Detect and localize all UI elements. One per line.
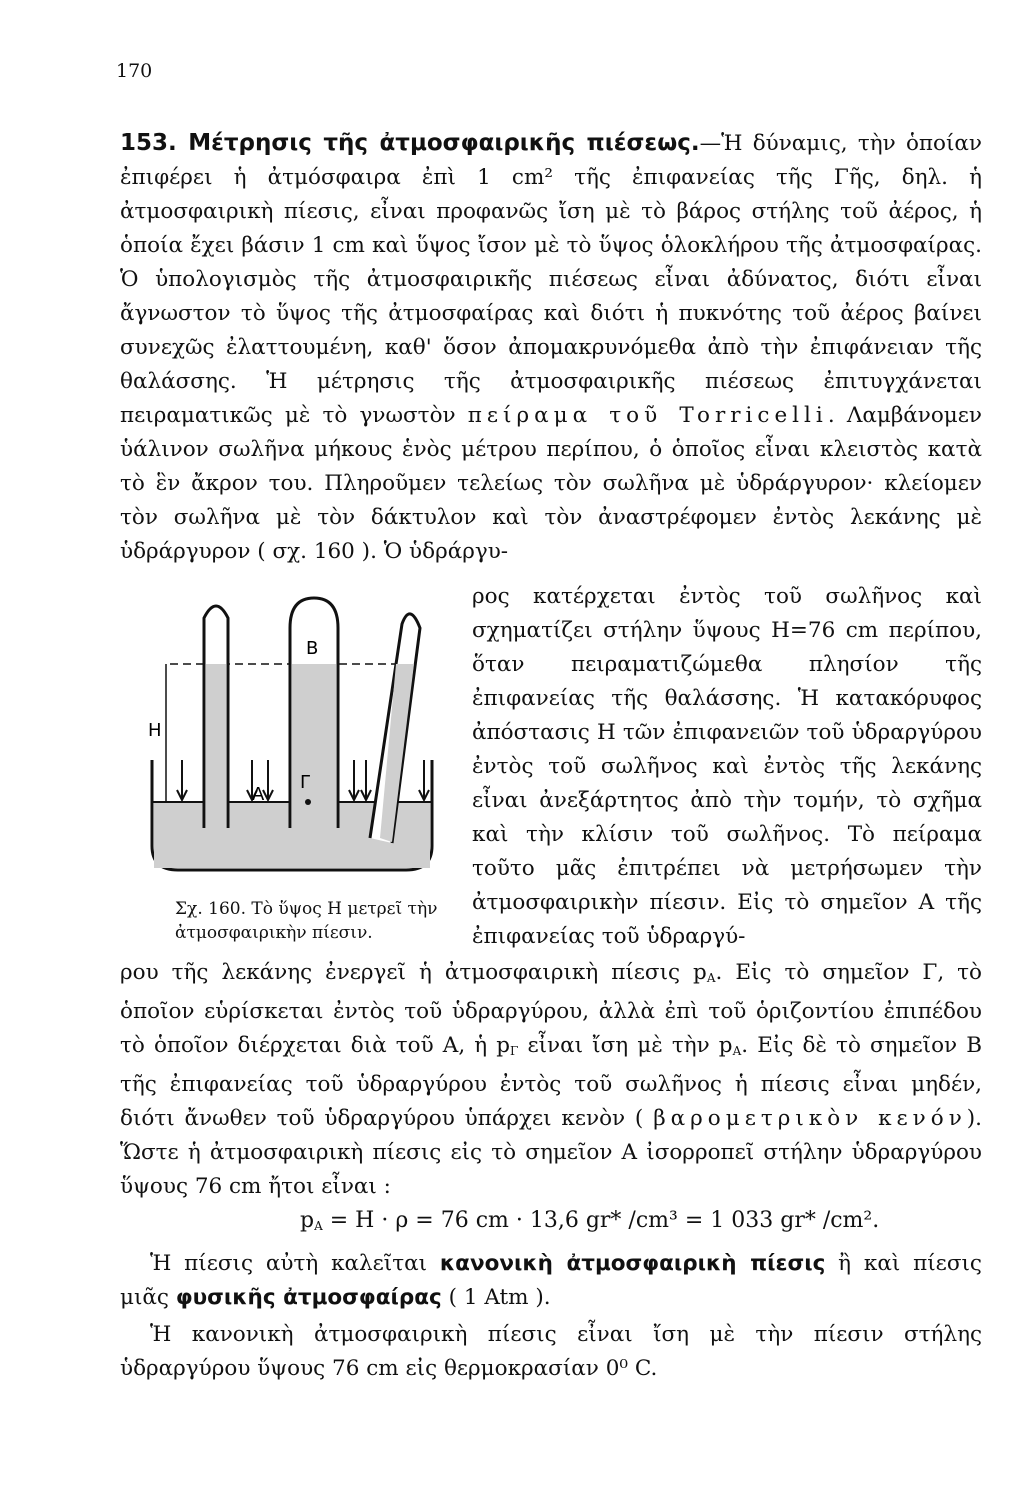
physical-atmosphere-term: φυσικῆς ἀτμοσφαίρας xyxy=(175,1285,442,1310)
section-heading: 153. Μέτρησις τῆς ἀτμοσφαιρικῆς πιέσεως. xyxy=(120,130,700,156)
label-G: Γ xyxy=(300,772,311,793)
label-H: H xyxy=(148,720,162,741)
point-G xyxy=(305,799,311,805)
wrapped-text-column: ρος κατέρχεται ἐντὸς τοῦ σωλῆνος καὶ σχηματίζει στήλην ὕψους H=76 cm περίπου, ὅταν πειραματιζώμεθα πλησίον τῆς ἐπιφανείας τῆς θαλάσσης. Ἡ κατακόρυφος ἀπόστασις H τῶν ἐπιφανειῶν τοῦ ὑδραργύρου ἐντὸς τοῦ σωλῆνος καὶ ἐντὸς τῆς λεκάνης εἶναι ἀνεξάρτητος ἀπὸ τὴν τομήν, τὸ σχῆμα καὶ τὴν κλίσιν τοῦ σωλῆνος. Τὸ πείραμα τοῦτο μᾶς ἐπιτρέπει νὰ μετρήσωμεν τὴν ἀτμοσφαιρικὴν πίεσιν. Εἰς τὸ σημεῖον Α τῆς ἐπιφανείας τοῦ ὑδραργύ- xyxy=(472,584,982,949)
section-paragraph-2: ρου τῆς λεκάνης ἐνεργεῖ ἡ ἀτμοσφαιρικὴ πίεσις $p_A$. Εἰς τὸ σημεῖον Γ, τὸ ὁποῖον εὑρίσκεται ἐντὸς τοῦ ὑδραργύρου, ἀλλὰ ἐπὶ τοῦ ὁριζοντίου ἐπιπέδου τὸ ὁποῖον διέρχεται διὰ τοῦ Α, ἡ $p_\Gamma$ εἶναι ἴση μὲ τὴν $p_A$. Εἰς δὲ τὸ σημεῖον Β τῆς ἐπιφανείας τοῦ ὑδραργύρου ἐντὸς τοῦ σωλῆνος ἡ πίεσις εἶναι μηδέν, διότι ἄνωθεν τοῦ ὑδραργύρου ὑπάρχει κενὸν ( βαρομετρικὸν κενόν). Ὥστε ἡ ἀτμοσφαιρικὴ πίεσις εἰς τὸ σημεῖον Α ἰσορροπεῖ στήλην ὑδραργύρου ὕψους 76 cm ἤτοι εἶναι : xyxy=(120,960,983,1199)
pressure-formula: $p_A = H \cdot \rho = 76$ cm · 13,6 gr* /cm³ = 1 033 gr* /cm². xyxy=(300,1208,880,1233)
label-A: A xyxy=(252,784,265,805)
vacuum-term: βαρομετρικὸν κενόν xyxy=(653,1106,967,1131)
section-paragraph-1 xyxy=(120,126,982,569)
section-paragraph-3: Ἡ πίεσις αὐτὴ καλεῖται κανονικὴ ἀτμοσφαιρικὴ πίεσις ἢ καὶ πίεσις μιᾶς φυσικῆς ἀτμοσφαίρας ( 1 Atm ). xyxy=(120,1251,982,1310)
intro-text: —Ἡ δύναμις, τὴν ὁποίαν ἐπιφέρει ἡ ἀτμόσφαιρα ἐπὶ 1 cm² τῆς ἐπιφανείας τῆς Γῆς, δηλ. ἡ ἀτμοσφαιρικὴ πίεσις, εἶναι προφανῶς ἴση μὲ τὸ βάρος στήλης τοῦ ἀέρος, ἡ ὁποία ἔχει βάσιν 1 cm καὶ ὕψος ἴσον μὲ τὸ ὕψος ὁλοκλήρου τῆς ἀτμοσφαίρας. Ὁ ὑπολογισμὸς τῆς ἀτμοσφαιρικῆς πιέσεως εἶναι ἀδύνατος, διότι εἶναι ἄγνωστον τὸ ὕψος τῆς ἀτμοσφαίρας καὶ διότι ἡ πυκνότης τοῦ ἀέρος βαίνει συνεχῶς ἐλαττουμένη, καθ' ὅσον ἀπομακρυνόμεθα ἀπὸ τὴν ἐπιφάνειαν τῆς θαλάσσης. Ἡ μέτρησις τῆς ἀτμοσφαιρικῆς πιέσεως ἐπιτυγχάνεται πειραματικῶς μὲ τὸ γνωστὸν xyxy=(120,131,982,428)
continuation-text: . Λαμβάνομεν ὑάλινον σωλῆνα μήκους ἑνὸς μέτρου περίπου, ὁ ὁποῖος εἶναι κλειστὸς κατὰ τὸ ἓν ἄκρον του. Πληροῦμεν τελείως τὸν σωλῆνα μὲ ὑδράργυρον· κλείομεν τὸν σωλῆνα μὲ τὸν δάκτυλον καὶ τὸν ἀναστρέφομεν ἐντὸς λεκάνης μὲ ὑδράργυρον ( σχ. 160 ). Ὁ ὑδράργυ- xyxy=(120,403,982,564)
experiment-name: πείραμα τοῦ Torricelli xyxy=(467,403,828,428)
normal-pressure-term: κανονικὴ ἀτμοσφαιρικὴ πίεσις xyxy=(439,1251,826,1276)
label-B: B xyxy=(306,638,319,659)
figure-caption: Σχ. 160. Τὸ ὕψος H μετρεῖ τὴν ἀτμοσφαιρικὴν πίεσιν. xyxy=(175,899,438,943)
torricelli-figure xyxy=(140,588,450,888)
section-paragraph-4: Ἡ κανονικὴ ἀτμοσφαιρικὴ πίεσις εἶναι ἴση μὲ τὴν πίεσιν στήλης ὑδραργύρου ὕψους 76 cm εἰς θερμοκρασίαν 0⁰ C. xyxy=(120,1322,982,1381)
page-number: 170 xyxy=(116,60,153,82)
